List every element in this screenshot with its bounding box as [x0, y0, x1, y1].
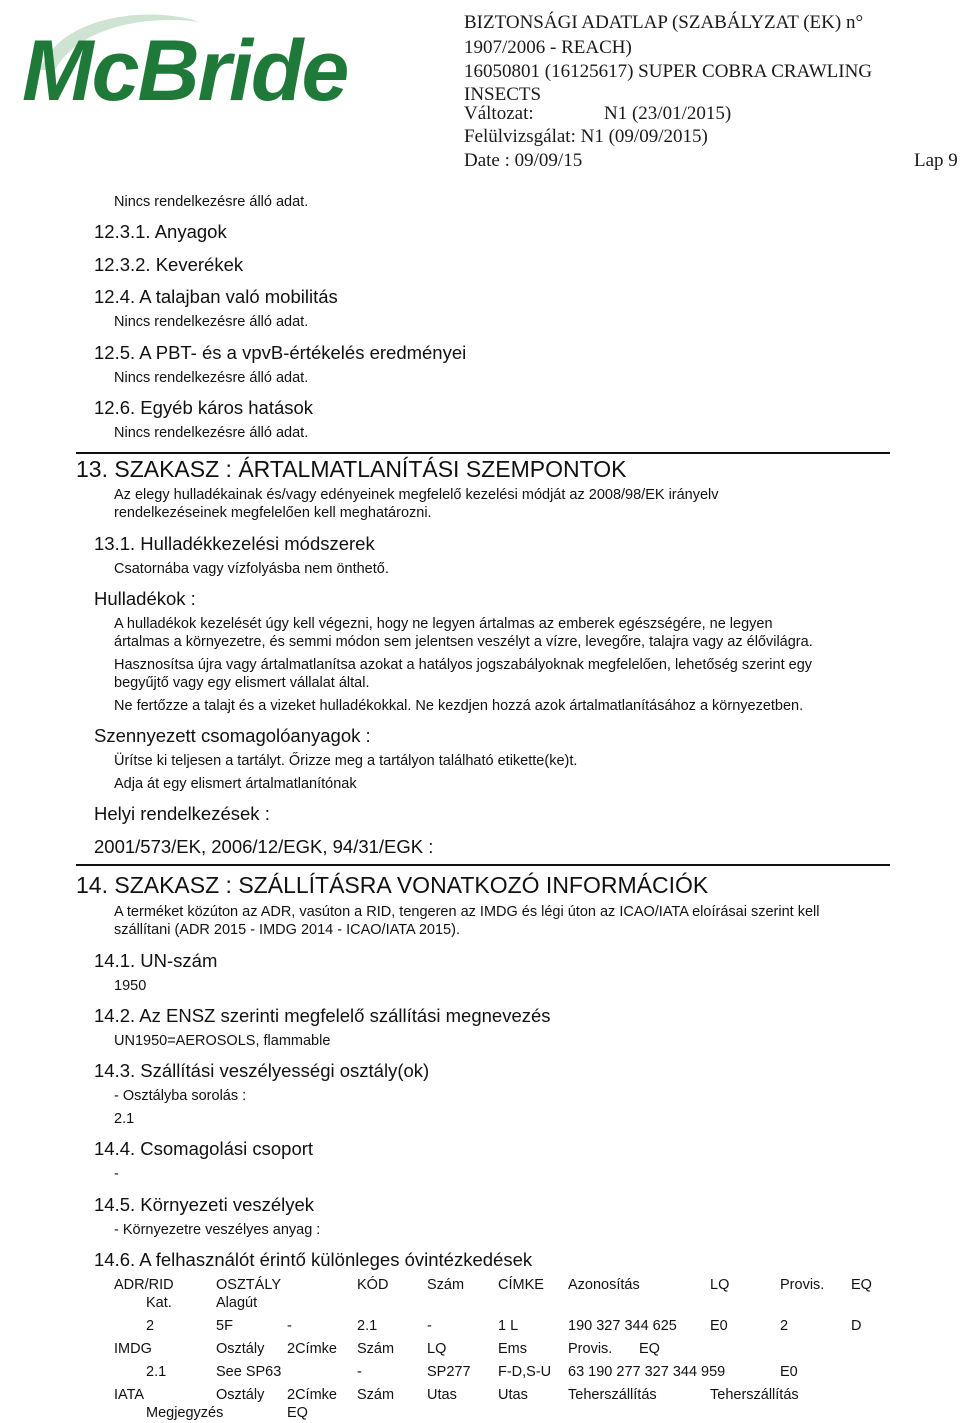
table-cell: 2: [780, 1318, 789, 1334]
s124-text: Nincs rendelkezésre álló adat.: [114, 314, 309, 330]
table-cell: -: [427, 1318, 432, 1334]
s14-intro-2: szállítani (ADR 2015 - IMDG 2014 - ICAO/IATA 2015).: [114, 922, 460, 938]
table-header-cell: 2Címke: [287, 1341, 337, 1357]
table-cell: 2: [146, 1318, 155, 1334]
table-cell: 190 327 344 625: [568, 1318, 677, 1334]
table-header-cell: Provis.: [568, 1341, 613, 1357]
section-14-rule: [76, 864, 890, 866]
table-header-cell: ADR/RID: [114, 1277, 174, 1293]
table-header-cell: Ems: [498, 1341, 527, 1357]
table-header-cell: Szám: [357, 1387, 395, 1403]
table-header-cell: EQ: [287, 1405, 308, 1421]
s143-heading: 14.3. Szállítási veszélyességi osztály(ok): [94, 1060, 430, 1081]
table-cell: -: [287, 1318, 292, 1334]
table-header-cell: Megjegyzés: [146, 1405, 224, 1421]
table-header-cell: LQ: [427, 1341, 447, 1357]
s126-heading: 12.6. Egyéb káros hatások: [94, 397, 314, 418]
table-header-cell: Osztály: [216, 1387, 265, 1403]
s13-intro-2: rendelkezéseinek megfelelően kell meghatározni.: [114, 505, 432, 521]
table-header-cell: Alagút: [216, 1295, 258, 1311]
version-value: N1 (23/01/2015): [604, 103, 732, 124]
table-header-cell: Osztály: [216, 1341, 265, 1357]
table-header-cell: Azonosítás: [568, 1277, 640, 1293]
doc-title-line-3: 16050801 (16125617) SUPER COBRA CRAWLING: [464, 61, 873, 82]
table-cell: SP277: [427, 1364, 471, 1380]
table-header-cell: Kat.: [146, 1295, 172, 1311]
s125-heading: 12.5. A PBT- és a vpvB-értékelés eredményei: [94, 342, 467, 363]
revision: Felülvizsgálat: N1 (09/09/2015): [464, 126, 708, 147]
s126-text: Nincs rendelkezésre álló adat.: [114, 425, 309, 441]
s13-intro-1: Az elegy hulladékainak és/vagy edényeinek megfelelő kezelési módját az 2008/98/EK irányelv: [114, 487, 719, 503]
table-header-cell: EQ: [639, 1341, 660, 1357]
table-header-cell: Teherszállítás: [710, 1387, 799, 1403]
table-header-cell: IMDG: [114, 1341, 152, 1357]
s144-heading: 14.4. Csomagolási csoport: [94, 1138, 314, 1159]
s131-text: Csatornába vagy vízfolyásba nem önthető.: [114, 561, 389, 577]
table-cell: 2.1: [357, 1318, 378, 1334]
table-cell: F-D,S-U: [498, 1364, 552, 1380]
mcbride-logo: [0, 0, 460, 130]
table-header-cell: KÓD: [357, 1277, 389, 1293]
s1232-heading: 12.3.2. Keverékek: [94, 254, 244, 275]
table-cell: -: [357, 1364, 362, 1380]
header-date: Date : 09/09/15: [464, 150, 583, 171]
table-header-cell: Szám: [357, 1341, 395, 1357]
doc-title-line-1: BIZTONSÁGI ADATLAP (SZABÁLYZAT (EK) n°: [464, 12, 864, 33]
waste-p3: Ne fertőzze a talajt és a vizeket hulladékokkal. Ne kezdjen hozzá azok ártalmatlanításához a környezetben.: [114, 698, 804, 714]
s141-heading: 14.1. UN-szám: [94, 950, 218, 971]
local-heading: Helyi rendelkezések :: [94, 803, 270, 824]
s146-heading: 14.6. A felhasználót érintő különleges óvintézkedések: [94, 1249, 533, 1270]
table-cell: 1 L: [498, 1318, 519, 1334]
table-header-cell: Utas: [498, 1387, 528, 1403]
table-cell: 5F: [216, 1318, 233, 1334]
page-number: Lap 9: [914, 150, 958, 171]
doc-title-line-4: INSECTS: [464, 84, 542, 105]
table-cell: 63 190 277 327 344 959: [568, 1364, 726, 1380]
section-14-title: 14. SZAKASZ : SZÁLLÍTÁSRA VONATKOZÓ INFORMÁCIÓK: [76, 872, 709, 898]
s124-heading: 12.4. A talajban való mobilitás: [94, 286, 338, 307]
section-13-rule: [76, 452, 890, 454]
table-header-cell: OSZTÁLY: [216, 1277, 281, 1293]
s143-value: 2.1: [114, 1111, 135, 1127]
waste-p1-line-1: A hulladékok kezelését úgy kell végezni, hogy ne legyen ártalmas az emberek egészségére, ne legyen: [114, 616, 773, 632]
table-header-cell: LQ: [710, 1277, 730, 1293]
table-header-cell: Utas: [427, 1387, 457, 1403]
pack-heading: Szennyezett csomagolóanyagok :: [94, 725, 371, 746]
s14-intro-1: A terméket közúton az ADR, vasúton a RID, tengeren az IMDG és légi úton az ICAO/IATA eloírásai szerint kell: [114, 904, 820, 920]
s143-label: - Osztályba sorolás :: [114, 1088, 247, 1104]
section-13-title: 13. SZAKASZ : ÁRTALMATLANÍTÁSI SZEMPONTOK: [76, 456, 627, 482]
table-header-cell: Provis.: [780, 1277, 825, 1293]
table-header-cell: IATA: [114, 1387, 145, 1403]
table-cell: D: [851, 1318, 862, 1334]
table-header-cell: Szám: [427, 1277, 465, 1293]
table-header-cell: 2Címke: [287, 1387, 337, 1403]
doc-title-line-2: 1907/2006 - REACH): [464, 37, 632, 58]
s125-text: Nincs rendelkezésre álló adat.: [114, 370, 309, 386]
waste-p2-line-2: begyűjtő vagy egy elismert vállalat által.: [114, 675, 370, 691]
pack-line-2: Adja át egy elismert ártalmatlanítónak: [114, 776, 357, 792]
table-cell: E0: [710, 1318, 728, 1334]
s141-value: 1950: [114, 978, 147, 994]
s145-heading: 14.5. Környezeti veszélyek: [94, 1194, 315, 1215]
s12-no-data: Nincs rendelkezésre álló adat.: [114, 194, 309, 210]
s131-heading: 13.1. Hulladékkezelési módszerek: [94, 533, 375, 554]
pack-line-1: Ürítse ki teljesen a tartályt. Őrizze meg a tartályon található etikette(ke)t.: [114, 753, 578, 769]
s142-heading: 14.2. Az ENSZ szerinti megfelelő szállítási megnevezés: [94, 1005, 551, 1026]
table-header-cell: CÍMKE: [498, 1277, 544, 1293]
waste-p2-line-1: Hasznosítsa újra vagy ártalmatlanítsa azokat a hatályos jogszabályoknak megfelelően, lehetőség szerint egy: [114, 657, 813, 673]
table-cell: See SP63: [216, 1364, 282, 1380]
waste-p1-line-2: ártalmas a környezetre, és semmi módon sem jelentsen veszélyt a vízre, levegőre, talajra vagy az élővilágra.: [114, 634, 813, 650]
table-cell: 2.1: [146, 1364, 167, 1380]
table-header-cell: Teherszállítás: [568, 1387, 657, 1403]
s145-label: - Környezetre veszélyes anyag :: [114, 1222, 321, 1238]
logo-text: McBride: [22, 23, 348, 119]
s142-value: UN1950=AEROSOLS, flammable: [114, 1033, 331, 1049]
s1231-heading: 12.3.1. Anyagok: [94, 221, 227, 242]
table-cell: E0: [780, 1364, 798, 1380]
table-header-cell: EQ: [851, 1277, 872, 1293]
version-label: Változat:: [464, 103, 534, 124]
local-refs: 2001/573/EK, 2006/12/EGK, 94/31/EGK :: [94, 836, 434, 857]
waste-heading: Hulladékok :: [94, 588, 196, 609]
s144-value: -: [114, 1166, 119, 1182]
